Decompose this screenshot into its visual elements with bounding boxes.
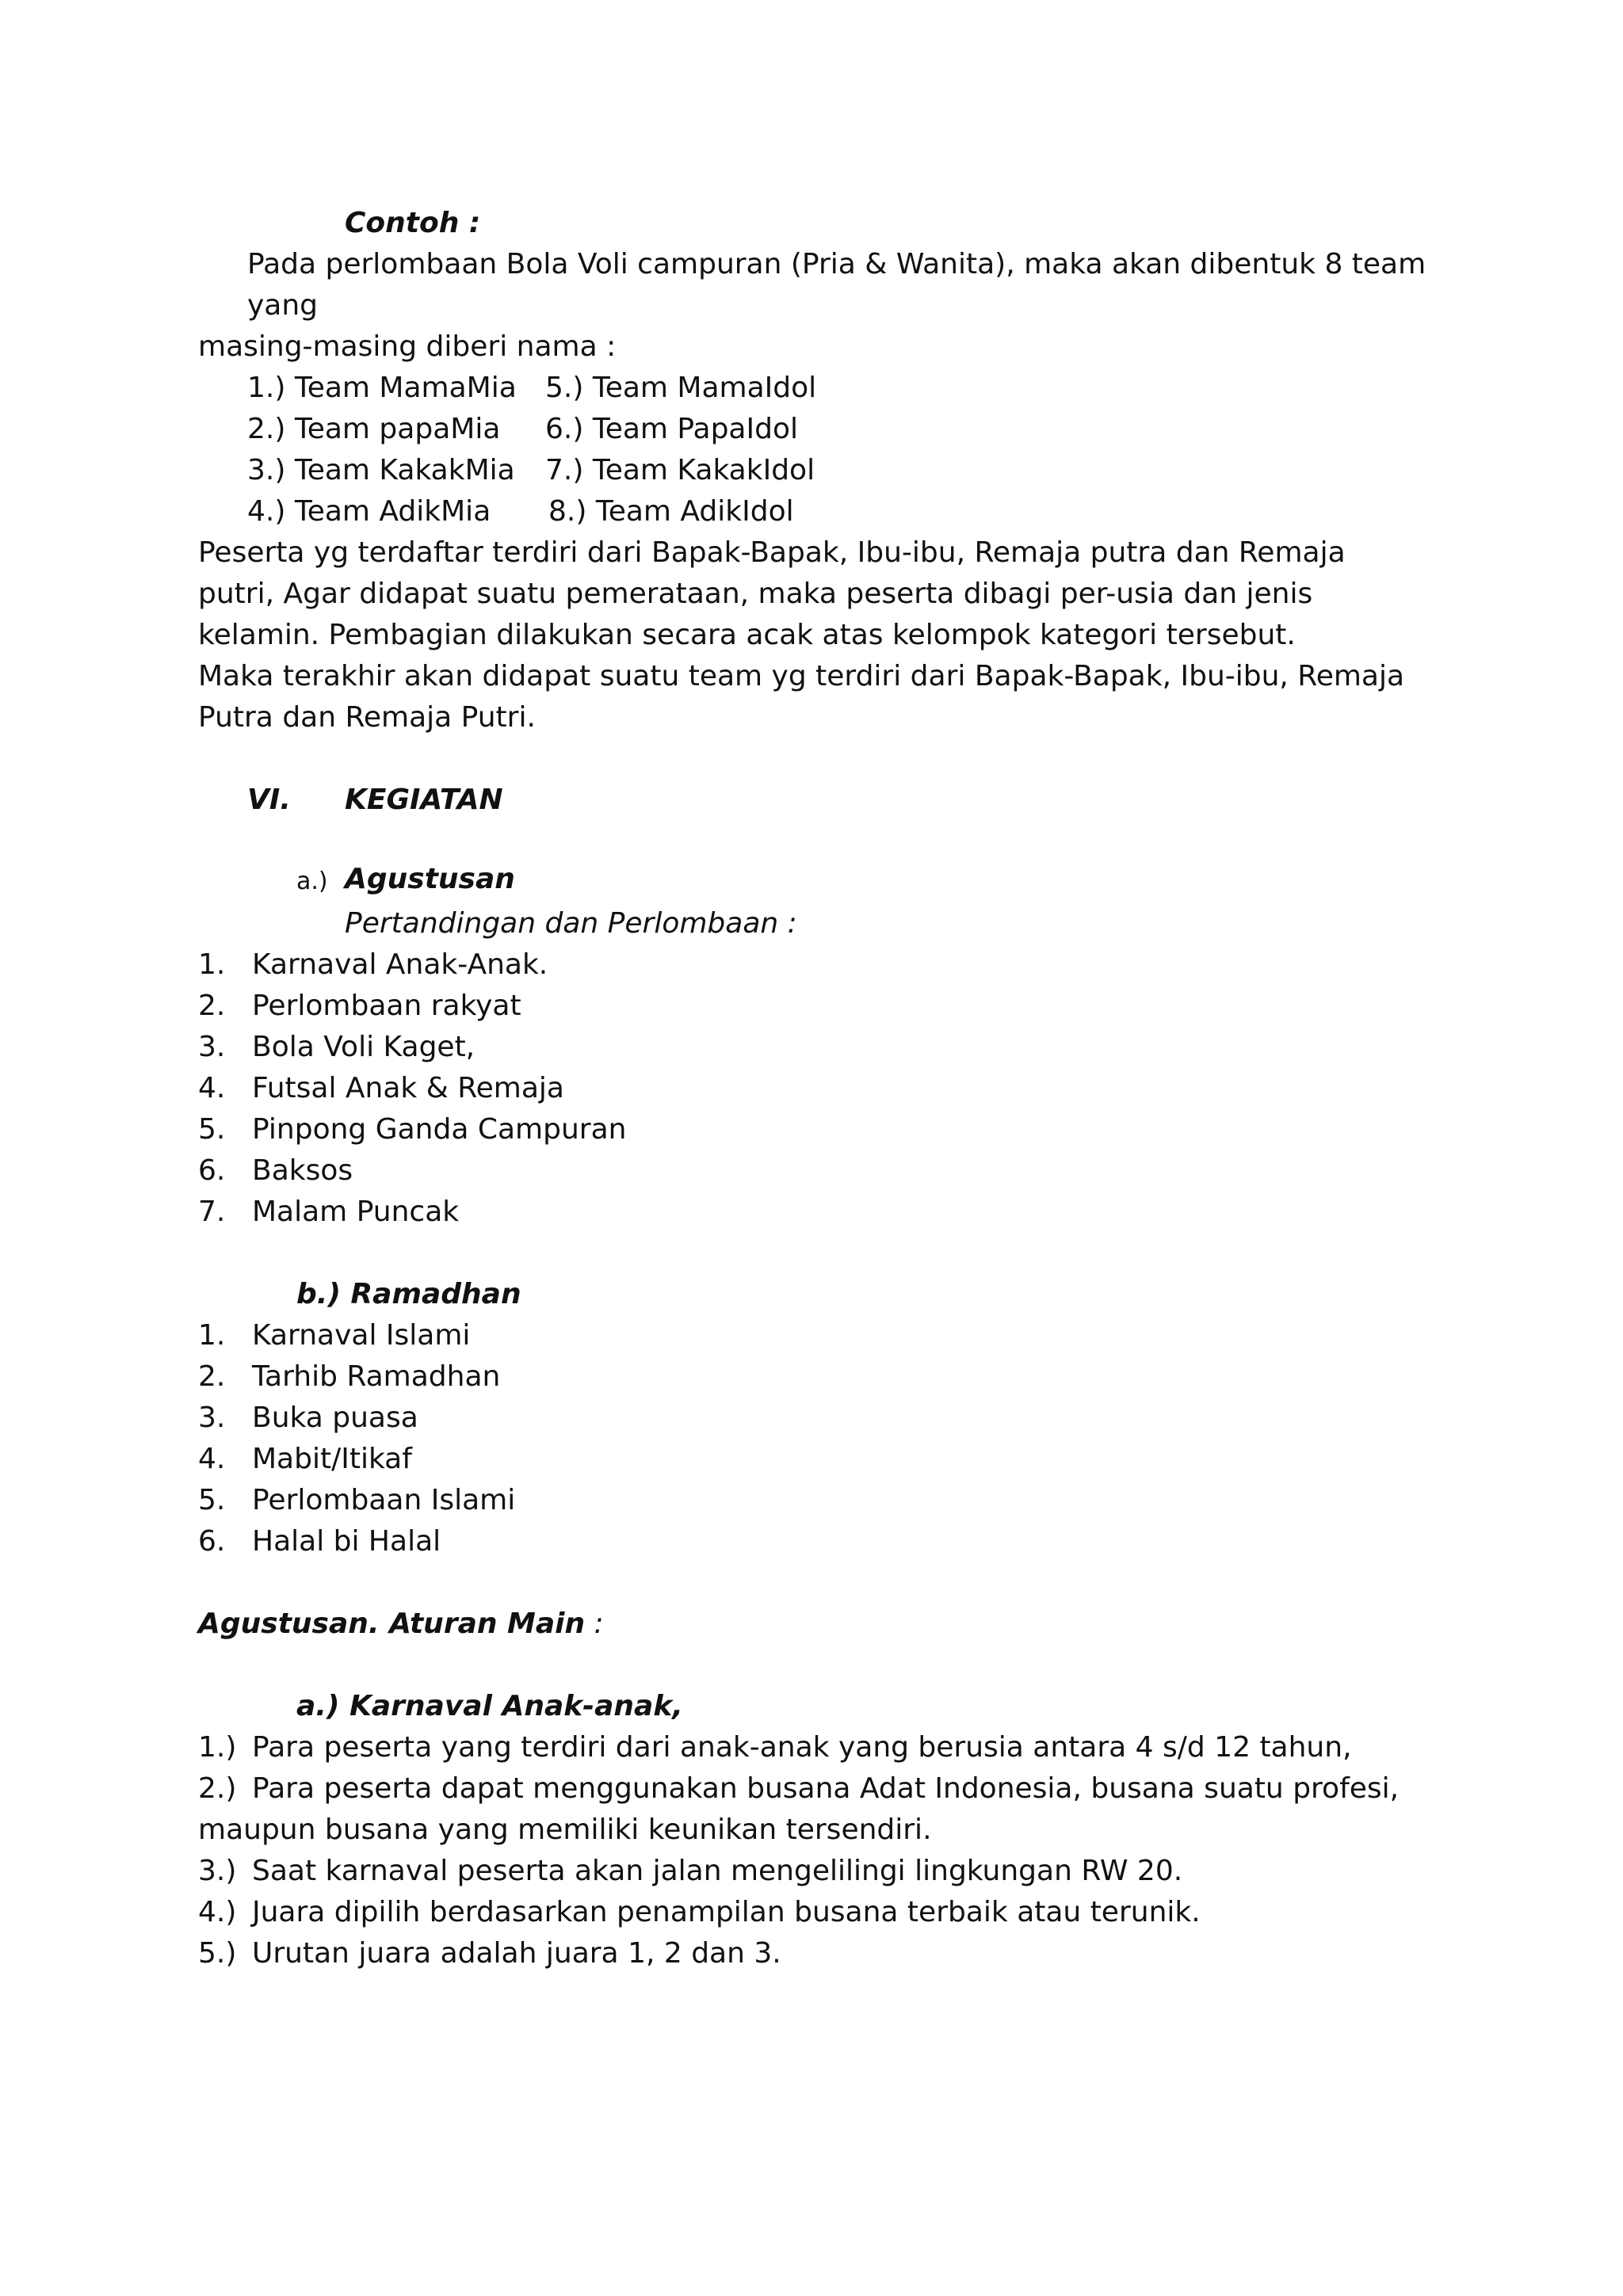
rule-text: Para peserta dapat menggunakan busana Adat Indonesia, busana suatu profesi, xyxy=(252,1772,1400,1805)
contoh-intro-line: Pada perlombaan Bola Voli campuran (Pria & Wanita), maka akan dibentuk 8 team xyxy=(247,248,1426,280)
list-item: Karnaval Anak-Anak. xyxy=(252,948,548,981)
list-number: 2. xyxy=(198,1360,226,1393)
list-number: 1. xyxy=(198,1319,226,1352)
rule-number: 1.) xyxy=(198,1731,237,1764)
paragraph-line: Putra dan Remaja Putri. xyxy=(198,701,536,734)
list-item: Tarhib Ramadhan xyxy=(252,1360,501,1393)
section-title: KEGIATAN xyxy=(345,784,503,816)
list-number: 5. xyxy=(198,1113,226,1146)
team-item: 5.) Team MamaIdol xyxy=(545,372,817,404)
rule-text: Para peserta yang terdiri dari anak-anak yang berusia antara 4 s/d 12 tahun, xyxy=(252,1731,1352,1764)
rule-text: maupun busana yang memiliki keunikan tersendiri. xyxy=(198,1814,932,1846)
list-number: 7. xyxy=(198,1196,226,1228)
list-number: 6. xyxy=(198,1154,226,1187)
ramadhan-title: b.) Ramadhan xyxy=(296,1278,521,1310)
contoh-intro-line: yang xyxy=(247,289,319,322)
list-item: Halal bi Halal xyxy=(252,1525,441,1558)
paragraph-line: Peserta yg terdaftar terdiri dari Bapak-Bapak, Ibu-ibu, Remaja putra dan Remaja xyxy=(198,536,1346,569)
list-item: Perlombaan rakyat xyxy=(252,990,521,1022)
list-item: Mabit/Itikaf xyxy=(252,1443,412,1475)
list-item: Baksos xyxy=(252,1154,353,1187)
section-number: VI. xyxy=(247,784,291,816)
paragraph-line: kelamin. Pembagian dilakukan secara acak atas kelompok kategori tersebut. xyxy=(198,619,1296,651)
team-item: 1.) Team MamaMia xyxy=(247,372,517,404)
rule-number: 5.) xyxy=(198,1937,237,1970)
aturan-sub-heading: a.) Karnaval Anak-anak, xyxy=(296,1690,683,1722)
list-number: 3. xyxy=(198,1402,226,1434)
team-item: 8.) Team AdikIdol xyxy=(548,495,794,528)
agustusan-letter: a.) xyxy=(296,868,328,895)
rule-text: Urutan juara adalah juara 1, 2 dan 3. xyxy=(252,1937,781,1970)
contoh-heading: Contoh : xyxy=(345,207,481,239)
list-number: 3. xyxy=(198,1031,226,1063)
team-item: 2.) Team papaMia xyxy=(247,413,501,445)
aturan-heading-text: Agustusan. Aturan Main xyxy=(198,1608,586,1640)
list-number: 6. xyxy=(198,1525,226,1558)
list-item: Karnaval Islami xyxy=(252,1319,471,1352)
rule-number: 3.) xyxy=(198,1855,237,1887)
list-item: Bola Voli Kaget, xyxy=(252,1031,475,1063)
agustusan-title: Agustusan xyxy=(345,863,515,895)
rule-number: 4.) xyxy=(198,1896,237,1928)
rule-number: 2.) xyxy=(198,1772,237,1805)
list-item: Futsal Anak & Remaja xyxy=(252,1072,564,1104)
team-item: 3.) Team KakakMia xyxy=(247,454,515,486)
list-number: 5. xyxy=(198,1484,226,1516)
agustusan-subtitle: Pertandingan dan Perlombaan : xyxy=(345,907,797,940)
list-item: Buka puasa xyxy=(252,1402,418,1434)
list-number: 1. xyxy=(198,948,226,981)
rule-text: Juara dipilih berdasarkan penampilan busana terbaik atau terunik. xyxy=(252,1896,1201,1928)
paragraph-line: putri, Agar didapat suatu pemerataan, maka peserta dibagi per-usia dan jenis xyxy=(198,578,1313,610)
contoh-intro-line: masing-masing diberi nama : xyxy=(198,330,617,363)
team-item: 7.) Team KakakIdol xyxy=(545,454,815,486)
aturan-heading xyxy=(198,1604,604,1645)
team-item: 4.) Team AdikMia xyxy=(247,495,491,528)
aturan-heading-colon: : xyxy=(585,1608,604,1640)
list-item: Perlombaan Islami xyxy=(252,1484,516,1516)
list-number: 4. xyxy=(198,1072,226,1104)
team-item: 6.) Team PapaIdol xyxy=(545,413,798,445)
list-number: 2. xyxy=(198,990,226,1022)
paragraph-line: Maka terakhir akan didapat suatu team yg terdiri dari Bapak-Bapak, Ibu-ibu, Remaja xyxy=(198,660,1405,692)
list-item: Malam Puncak xyxy=(252,1196,460,1228)
list-item: Pinpong Ganda Campuran xyxy=(252,1113,627,1146)
list-number: 4. xyxy=(198,1443,226,1475)
rule-text: Saat karnaval peserta akan jalan mengelilingi lingkungan RW 20. xyxy=(252,1855,1183,1887)
